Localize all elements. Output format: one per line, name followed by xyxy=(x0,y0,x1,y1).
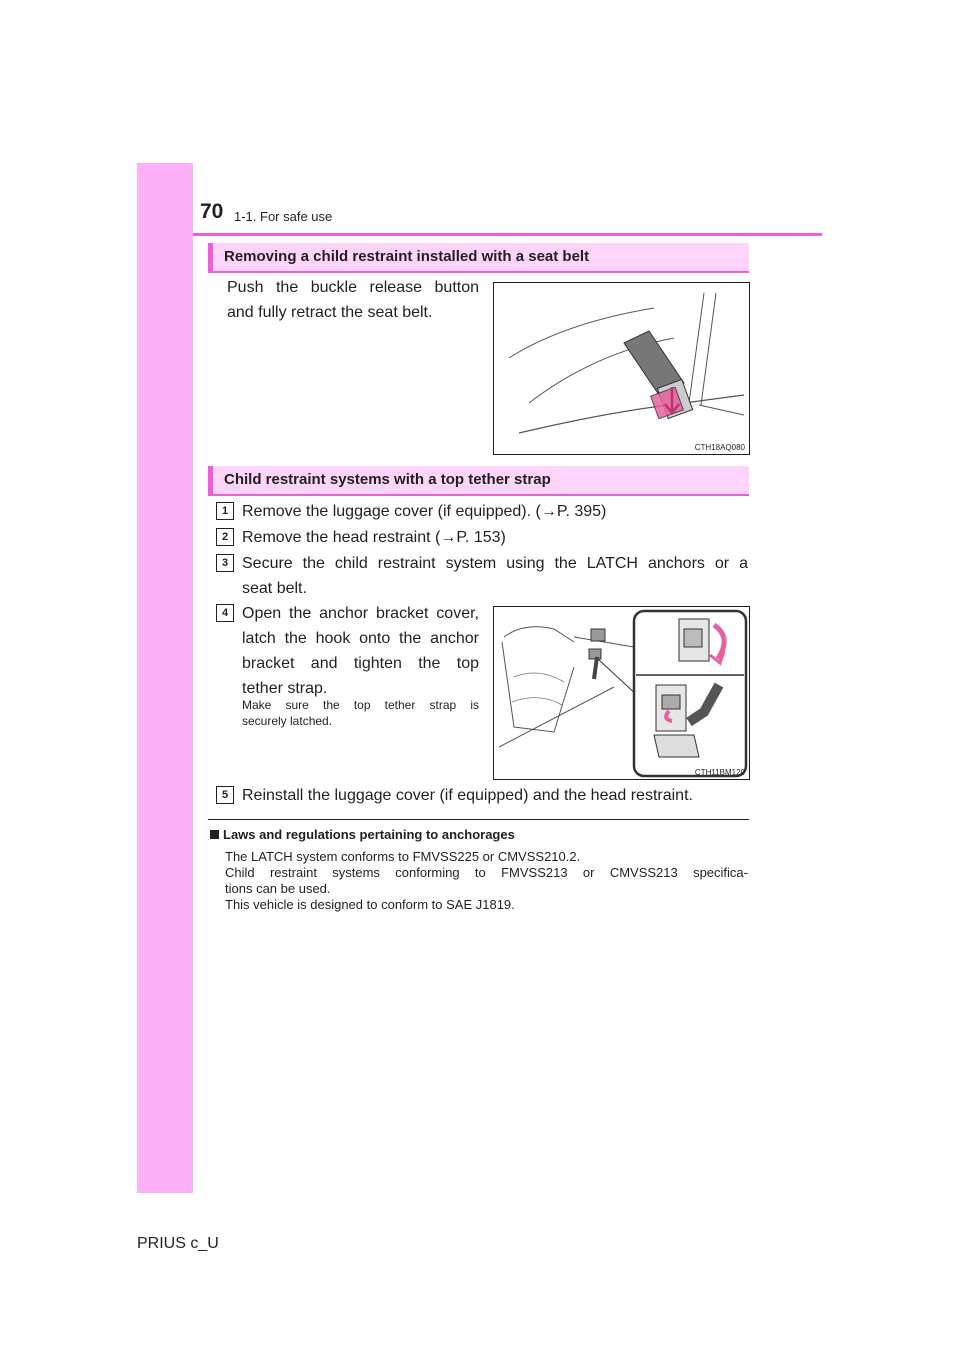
footer-model: PRIUS c_U xyxy=(137,1235,219,1252)
step4-note: securely latched. xyxy=(242,714,333,728)
step-text: bracket and tighten the top xyxy=(242,655,479,672)
step-text: seat belt. xyxy=(242,580,307,597)
section-title-top-tether: Child restraint systems with a top tether strap xyxy=(208,466,749,496)
laws-text-line: tions can be used. xyxy=(225,881,331,896)
laws-text-line: The LATCH system conforms to FMVSS225 or CMVSS210.2. xyxy=(225,849,581,864)
step-text: Reinstall the luggage cover (if equipped) and the head restraint. xyxy=(242,787,693,804)
header-rule xyxy=(193,233,822,236)
buckle-drawing xyxy=(494,283,749,454)
top-tether-illustration xyxy=(493,606,750,780)
step-number-badge: 3 xyxy=(216,554,234,572)
section-divider xyxy=(208,819,749,820)
step4-note: Make sure the top tether strap is xyxy=(242,698,479,712)
laws-text-line: This vehicle is designed to conform to SAE J1819. xyxy=(225,897,515,912)
tether-drawing xyxy=(494,607,749,779)
step-text: Secure the child restraint system using the LATCH anchors or a xyxy=(242,555,748,572)
laws-heading-text: Laws and regulations pertaining to anchorages xyxy=(223,827,515,842)
step-number-badge: 4 xyxy=(216,604,234,622)
step-text: Remove the luggage cover (if equipped). (→P. 395) xyxy=(242,503,607,520)
step-text: latch the hook onto the anchor xyxy=(242,630,479,647)
laws-text-line: Child restraint systems conforming to FMVSS213 or CMVSS213 specifica- xyxy=(225,865,748,880)
page-number: 70 xyxy=(200,200,224,223)
section-title-remove-restraint: Removing a child restraint installed with a seat belt xyxy=(208,243,749,273)
figure-code: CTH18AQ080 xyxy=(694,443,745,452)
step-number-badge: 2 xyxy=(216,528,234,546)
section1-text-line: Push the buckle release button xyxy=(227,279,479,296)
step-number-badge: 1 xyxy=(216,502,234,520)
step-number-badge: 5 xyxy=(216,786,234,804)
step-text: tether strap. xyxy=(242,680,328,697)
step-text: Open the anchor bracket cover, xyxy=(242,605,479,622)
laws-heading xyxy=(210,827,515,842)
side-tab-band xyxy=(137,163,193,1193)
running-head: 1-1. For safe use xyxy=(234,209,333,224)
seatbelt-buckle-illustration xyxy=(493,282,750,455)
section1-text-line: and fully retract the seat belt. xyxy=(227,304,433,321)
square-bullet-icon xyxy=(210,830,219,839)
figure-code: CTH11BM120 xyxy=(694,768,745,777)
step-text: Remove the head restraint (→P. 153) xyxy=(242,529,506,546)
